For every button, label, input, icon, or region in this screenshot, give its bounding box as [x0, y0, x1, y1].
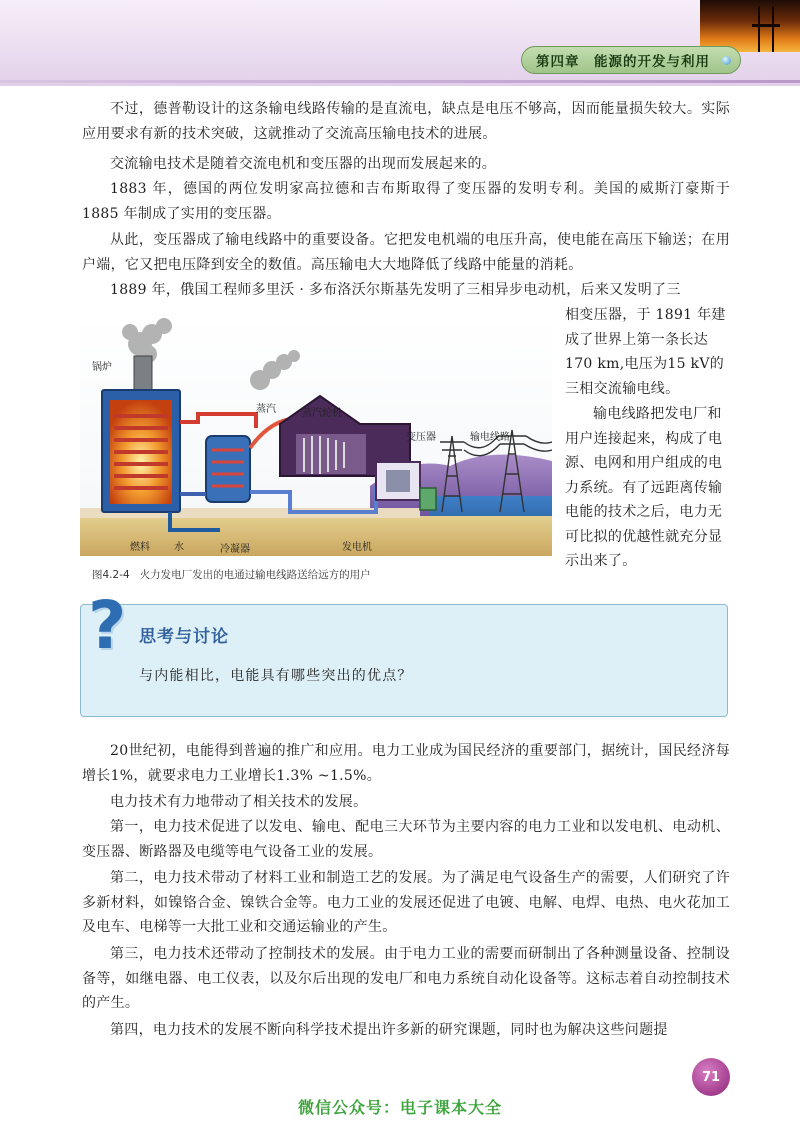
- label-transformer: 变压器: [406, 432, 436, 443]
- oil-rig-photo: [700, 0, 800, 52]
- label-boiler: 锅炉: [92, 362, 112, 373]
- chapter-dot-icon: [722, 56, 731, 65]
- paragraph: 第一，电力技术促进了以发电、输电、配电三大环节为主要内容的电力工业和以发电机、电动机、变压器、断路器及电缆等电气设备工业的发展。: [82, 819, 730, 860]
- watermark: 微信公众号：电子课本大全: [297, 1098, 502, 1117]
- side-paragraph: 输电线路把发电厂和用户连接起来，构成了电源、电网和用户组成的电力系统。有了远距离传输电能的技术之后，电力无可比拟的优越性就充分显示出来了。: [565, 406, 723, 569]
- label-fuel: 燃料: [130, 542, 150, 553]
- label-generator: 发电机: [342, 542, 372, 553]
- header-divider: [0, 80, 800, 83]
- power-plant-figure: [80, 316, 552, 556]
- paragraph: 交流输电技术是随着交流电机和变压器的出现而发展起来的。: [110, 156, 497, 172]
- figure-caption-text: 火力发电厂发出的电通过输电线路送给远方的用户: [139, 569, 371, 581]
- paragraph: 从此，变压器成了输电线路中的重要设备。它把发电机端的电压升高，使电能在高压下输送；在用户端，它又把电压降到安全的数值。高压输电大大地降低了线路中能量的消耗。: [82, 232, 730, 273]
- label-water: 水: [174, 542, 184, 553]
- label-turbine: 蒸汽轮机: [302, 408, 342, 419]
- think-discuss-box: [80, 587, 728, 717]
- figure-caption: [92, 567, 562, 582]
- label-transmission-line: 输电线路: [470, 432, 510, 443]
- paragraph: 1889 年，俄国工程师多里沃 · 多布洛沃尔斯基先发明了三相异步电动机，后来又发明了三: [110, 282, 681, 298]
- think-discuss-title: 思考与讨论: [139, 627, 229, 647]
- paragraph: 1883 年，德国的两位发明家高拉德和吉布斯取得了变压器的发明专利。美国的威斯汀豪斯于 1885 年制成了实用的变压器。: [82, 181, 730, 222]
- chapter-tag: [521, 46, 741, 74]
- paragraph: 第二，电力技术带动了材料工业和制造工艺的发展。为了满足电气设备生产的需要，人们研究了许多新材料，如镍铬合金、镍铁合金等。电力工业的发展还促进了电镀、电解、电焊、电热、电火花加工及电车、电梯等一大批工业和交通运输业的产生。: [82, 870, 730, 935]
- boiler-coil: [114, 416, 168, 488]
- chapter-title: 第四章 能源的开发与利用: [536, 54, 710, 70]
- question-mark-icon: ?: [88, 587, 127, 664]
- side-paragraph: 相变压器，于 1891 年建成了世界上第一条长达 170 km,电压为15 kV的三相交流输电线。: [565, 307, 726, 397]
- label-condenser: 冷凝器: [220, 544, 250, 555]
- think-discuss-question: 与内能相比，电能具有哪些突出的优点？: [139, 668, 413, 684]
- label-steam: 蒸汽: [256, 404, 276, 415]
- paragraph: 电力技术有力地带动了相关技术的发展。: [110, 794, 368, 810]
- paragraph: 20世纪初，电能得到普遍的推广和应用。电力工业成为国民经济的重要部门，据统计，国民经济每增长1%，就要求电力工业增长1.3% ~1.5%。: [82, 743, 730, 784]
- page-number: 71: [692, 1058, 730, 1096]
- paragraph: 不过，德普勒设计的这条输电线路传输的是直流电，缺点是电压不够高，因而能量损失较大。实际应用要求有新的技术突破，这就推动了交流高压输电技术的进展。: [82, 101, 730, 142]
- paragraph: 第四，电力技术的发展不断向科学技术提出许多新的研究课题，同时也为解决这些问题提: [110, 1022, 668, 1038]
- figure-number: 图4.2-4: [92, 569, 130, 581]
- paragraph: 第三，电力技术还带动了控制技术的发展。由于电力工业的需要而研制出了各种测量设备、控制设备等，如继电器、电工仪表，以及尔后出现的发电厂和电力系统自动化设备等。这标志着自动控制技术的产生。: [82, 946, 730, 1011]
